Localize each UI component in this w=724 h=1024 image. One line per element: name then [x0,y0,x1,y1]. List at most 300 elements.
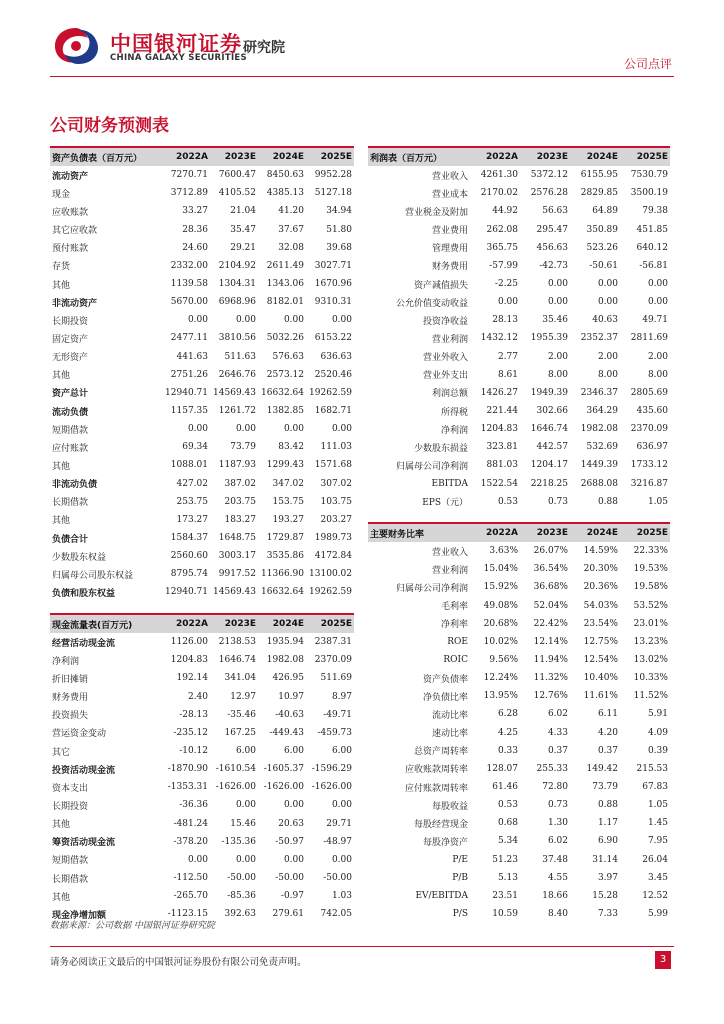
cell-value: 8.97 [331,691,352,702]
cell-value: 1729.87 [266,533,304,544]
table-row [368,578,670,596]
cell-value: 0.37 [547,745,568,756]
cell-value: 0.68 [497,818,518,829]
income-statement-table [368,146,670,511]
table-row [368,184,670,202]
cell-value: 7.33 [597,909,618,920]
cell-value: 2387.31 [314,637,352,648]
cell-value: 3003.17 [218,551,256,562]
cell-value: 0.88 [597,496,618,507]
cell-value: 6.00 [283,746,304,757]
row-label: EPS（元） [422,498,468,509]
table-row [368,420,670,438]
cell-value: -50.00 [275,873,304,884]
cell-value: -235.12 [173,727,208,738]
table-row [368,832,670,850]
cell-value: 7.95 [647,836,668,847]
row-label: 营业收入 [431,547,468,558]
cell-value: 2104.92 [218,260,256,271]
cell-value: -50.97 [275,836,304,847]
cell-value: 1204.17 [530,460,568,471]
table-row [368,796,670,814]
cell-value: 18.66 [542,890,568,901]
cell-value: 15.04% [483,564,518,575]
cell-value: 56.63 [542,206,568,217]
table-row [50,166,354,184]
cell-value: 20.36% [583,582,618,593]
row-label: 财务费用 [52,693,89,704]
cell-value: 14.59% [583,546,618,557]
cell-value: 64.89 [592,206,618,217]
row-label: 归属母公司股东权益 [52,570,134,581]
cell-value: 22.42% [533,618,568,629]
cell-value: 41.20 [278,206,304,217]
disclaimer-text: 请务必阅读正文最后的中国银河证券股份有限公司免责声明。 [50,957,307,968]
cell-value: 6153.22 [314,333,352,344]
row-label: 长期投资 [52,316,89,327]
row-label: 净利润 [52,656,80,667]
cell-value: 10.33% [633,673,668,684]
cell-value: 15.28 [592,890,618,901]
cell-value: 12.76% [533,691,568,702]
cell-value: -28.13 [179,709,208,720]
row-label: 折旧摊销 [52,674,89,685]
table-row [50,869,354,887]
cell-value: 456.63 [536,242,568,253]
cell-value: 1733.12 [630,460,668,471]
table-row [368,366,670,384]
row-label: 资本支出 [52,783,89,794]
cell-value: 6968.96 [218,297,256,308]
cell-value: 12.54% [583,655,618,666]
cell-value: 2370.09 [630,424,668,435]
row-label: ROE [447,636,468,647]
cell-value: 12.97 [230,691,256,702]
cell-value: 15.46 [230,818,256,829]
row-label: 管理费用 [431,244,468,255]
table-row [50,420,354,438]
cell-value: 21.04 [230,206,256,217]
cell-value: 7270.71 [170,170,208,181]
cell-value: 20.68% [483,618,518,629]
cell-value: 12940.71 [165,387,208,398]
cell-value: 532.69 [586,442,618,453]
cell-value: 35.46 [542,315,568,326]
cell-value: 0.00 [597,297,618,308]
cell-value: 26.07% [533,546,568,557]
cell-value: 53.52% [633,600,668,611]
cell-value: 103.75 [320,496,352,507]
table-row [368,311,670,329]
row-label: 流动资产 [52,171,89,182]
footer-divider [50,946,674,947]
table-row [50,184,354,202]
row-label: 总资产周转率 [413,747,468,758]
row-label: 营业税金及附加 [404,207,468,218]
table-title-header: 利润表（百万元） [368,147,470,166]
cell-value: 2.77 [497,351,518,362]
cell-value: -1353.31 [167,782,208,793]
cell-value: 215.53 [636,763,668,774]
balance-sheet-table [50,146,354,602]
cell-value: 24.60 [182,242,208,253]
cell-value: 0.00 [187,315,208,326]
cell-value: -1626.00 [263,782,304,793]
cell-value: 0.00 [331,800,352,811]
cell-value: 8.00 [597,369,618,380]
cell-value: 10.97 [278,691,304,702]
table-row [50,887,354,905]
row-label: 负债合计 [52,534,89,545]
cell-value: -10.12 [179,746,208,757]
cell-value: 5.91 [647,709,668,720]
cell-value: 0.53 [497,800,518,811]
table-title-header: 主要财务比率 [368,523,470,542]
cell-value: -459.73 [317,727,352,738]
row-label: 资产总计 [52,389,89,400]
cell-value: 0.00 [235,800,256,811]
row-label: 其他 [52,820,71,831]
row-label: 净利润 [440,425,468,436]
cell-value: 6.90 [597,836,618,847]
table-row [50,583,354,601]
cell-value: -0.97 [280,891,304,902]
cell-value: 0.39 [647,745,668,756]
cell-value: 51.23 [492,854,518,865]
cell-value: 14569.43 [213,387,256,398]
table-row [368,724,670,742]
row-label: 资产减值损失 [413,280,468,291]
cell-value: 9917.52 [218,569,256,580]
cell-value: 72.80 [542,782,568,793]
row-label: 其他 [52,280,71,291]
cell-value: 5127.18 [314,188,352,199]
cell-value: 1088.01 [170,460,208,471]
cell-value: 295.47 [536,224,568,235]
cell-value: 10.40% [583,673,618,684]
table-row [368,560,670,578]
cell-value: 11.52% [633,691,668,702]
cell-value: 347.02 [272,478,304,489]
table-row [50,293,354,311]
cell-value: 1343.06 [266,279,304,290]
row-label: 所得税 [440,407,468,418]
table-row [50,565,354,583]
cell-value: 7530.79 [630,170,668,181]
cell-value: 2520.46 [314,369,352,380]
row-label: 少数股东权益 [52,552,107,563]
cell-value: 49.08% [483,600,518,611]
cell-value: 9.56% [489,655,518,666]
cell-value: 0.00 [547,279,568,290]
row-label: 公允价值变动收益 [395,298,468,309]
row-label: 预付账款 [52,244,89,255]
cell-value: 35.47 [230,224,256,235]
document-type: 公司点评 [623,57,672,71]
cell-value: 2138.53 [218,637,256,648]
cell-value: 0.37 [597,745,618,756]
column-header: 2023E [210,147,258,166]
cell-value: 29.21 [230,242,256,253]
row-label: 非流动负债 [52,480,98,491]
column-header: 2024E [258,614,306,633]
cell-value: 1949.39 [530,387,568,398]
cell-value: 1.17 [597,818,618,829]
cell-value: 365.75 [486,242,518,253]
row-label: 长期投资 [52,801,89,812]
cell-value: 33.27 [182,206,208,217]
row-label: 现金净增加额 [52,910,107,921]
cell-value: 51.80 [326,224,352,235]
cash-flow-table [50,613,354,923]
cell-value: 0.00 [283,800,304,811]
cell-value: 350.89 [586,224,618,235]
table-row [368,257,670,275]
table-row [50,633,354,651]
cell-value: 307.02 [320,478,352,489]
cell-value: 8.00 [547,369,568,380]
cell-value: 13.95% [483,691,518,702]
row-label: 存货 [52,262,71,273]
cell-value: -57.99 [489,260,518,271]
table-row [50,688,354,706]
cell-value: 742.05 [320,909,352,920]
cell-value: -1626.00 [215,782,256,793]
cell-value: 640.12 [636,242,668,253]
cell-value: -48.97 [323,836,352,847]
table-row [50,815,354,833]
table-row [50,529,354,547]
column-header: 2022A [162,614,210,633]
cell-value: 636.97 [636,442,668,453]
cell-value: 441.63 [176,351,208,362]
cell-value: 3.63% [489,546,518,557]
cell-value: 0.00 [235,315,256,326]
cell-value: 12940.71 [165,587,208,598]
row-label: 营业外收入 [422,353,468,364]
cell-value: 1299.43 [266,460,304,471]
cell-value: -449.43 [269,727,304,738]
cell-value: 426.95 [272,673,304,684]
cell-value: 1432.12 [480,333,518,344]
table-row [368,687,670,705]
cell-value: 19.58% [633,582,668,593]
row-label: EBITDA [431,478,468,489]
cell-value: 1.45 [647,818,668,829]
table-row [50,724,354,742]
cell-value: 2829.85 [580,188,618,199]
cell-value: 2688.08 [580,478,618,489]
cell-value: 36.54% [533,564,568,575]
cell-value: 435.60 [636,406,668,417]
cell-value: 2.00 [597,351,618,362]
cell-value: 11.94% [533,655,568,666]
row-label: 投资损失 [52,711,89,722]
cell-value: 9952.28 [314,170,352,181]
row-label: 每股经营现金 [413,819,468,830]
cell-value: 1670.96 [314,279,352,290]
row-label: 现金 [52,189,71,200]
cell-value: 3712.89 [170,188,208,199]
column-header: 2024E [570,523,620,542]
cell-value: 16632.64 [261,387,304,398]
row-label: 净负债比率 [422,692,468,703]
table-row [50,547,354,565]
table-row [368,438,670,456]
table-row [368,887,670,905]
cell-value: -135.36 [221,836,256,847]
cell-value: 2346.37 [580,387,618,398]
cell-value: 28.36 [182,224,208,235]
cell-value: 2.40 [187,691,208,702]
cell-value: 11.32% [533,673,568,684]
cell-value: 183.27 [224,514,256,525]
cell-value: 364.29 [586,406,618,417]
cell-value: 341.04 [224,673,256,684]
cell-value: 3027.71 [314,260,352,271]
cell-value: 83.42 [278,442,304,453]
row-label: ROIC [443,655,468,666]
page-number: 3 [655,951,671,969]
table-row [50,511,354,529]
cell-value: -42.73 [539,260,568,271]
table-row [368,329,670,347]
cell-value: 427.02 [176,478,208,489]
cell-value: 10.02% [483,636,518,647]
cell-value: 79.38 [642,206,668,217]
table-row [50,706,354,724]
column-header: 2023E [520,523,570,542]
row-label: 固定资产 [52,334,89,345]
cell-value: 54.03% [583,600,618,611]
cell-value: 13.02% [633,655,668,666]
cell-value: 1204.83 [480,424,518,435]
table-row [50,833,354,851]
page-title: 公司财务预测表 [50,116,169,136]
column-header: 2022A [470,147,520,166]
cell-value: 1989.73 [314,533,352,544]
cell-value: 12.75% [583,636,618,647]
table-row [368,705,670,723]
table-row [50,742,354,760]
cell-value: 1646.74 [530,424,568,435]
cell-value: 2646.76 [218,369,256,380]
cell-value: 5.34 [497,836,518,847]
table-row [50,311,354,329]
cell-value: 255.33 [536,763,568,774]
cell-value: 451.85 [636,224,668,235]
cell-value: -1123.15 [167,909,208,920]
cell-value: 10.59 [492,909,518,920]
cell-value: 5670.00 [170,297,208,308]
cell-value: 0.73 [547,496,568,507]
row-label: 应收账款 [52,207,89,218]
cell-value: 4.20 [597,727,618,738]
cell-value: -265.70 [173,891,208,902]
table-row [50,202,354,220]
cell-value: 7600.47 [218,170,256,181]
cell-value: 6.28 [497,709,518,720]
cell-value: 1955.39 [530,333,568,344]
cell-value: 2.00 [647,351,668,362]
cell-value: 1426.27 [480,387,518,398]
cell-value: 0.33 [497,745,518,756]
cell-value: 11.61% [583,691,618,702]
table-header-row [50,614,354,633]
table-row [50,221,354,239]
cell-value: 0.73 [547,800,568,811]
cell-value: 20.30% [583,564,618,575]
cell-value: 576.63 [272,351,304,362]
cell-value: -378.20 [173,836,208,847]
cell-value: 0.00 [283,854,304,865]
table-row [368,384,670,402]
cell-value: 4261.30 [480,170,518,181]
cell-value: 4172.84 [314,551,352,562]
table-header-row [50,147,354,166]
cell-value: 16632.64 [261,587,304,598]
cell-value: 15.92% [483,582,518,593]
cell-value: 73.79 [592,782,618,793]
cell-value: 34.94 [326,206,352,217]
cell-value: -1626.00 [311,782,352,793]
cell-value: 0.00 [597,279,618,290]
cell-value: 8.61 [497,369,518,380]
table-row [50,651,354,669]
cell-value: 44.92 [492,206,518,217]
cell-value: 203.75 [224,496,256,507]
cell-value: 0.00 [283,424,304,435]
table-row [368,293,670,311]
row-label: 利润总额 [431,389,468,400]
row-label: 应付账款 [52,443,89,454]
brand-subtitle: 研究院 [243,40,285,56]
cell-value: 0.00 [235,424,256,435]
cell-value: -50.00 [323,873,352,884]
cell-value: 8450.63 [266,170,304,181]
row-label: 归属母公司净利润 [395,461,468,472]
table-row [368,651,670,669]
table-row [50,239,354,257]
cell-value: 36.68% [533,582,568,593]
cell-value: 32.08 [278,242,304,253]
table-row [50,851,354,869]
cell-value: 0.88 [597,800,618,811]
table-row [50,796,354,814]
row-label: 筹资活动现金流 [52,838,116,849]
cell-value: 3.97 [597,872,618,883]
cell-value: 1187.93 [218,460,256,471]
cell-value: -56.81 [639,260,668,271]
cell-value: 1522.54 [480,478,518,489]
table-row [368,905,670,923]
table-row [368,542,670,560]
cell-value: 23.54% [583,618,618,629]
row-label: 其他 [52,371,71,382]
cell-value: -50.00 [227,873,256,884]
cell-value: 19.53% [633,564,668,575]
row-label: 其他 [52,516,71,527]
table-row [50,348,354,366]
cell-value: 40.63 [592,315,618,326]
cell-value: 0.00 [497,297,518,308]
cell-value: 28.13 [492,315,518,326]
cell-value: 1.30 [547,818,568,829]
row-label: 其它 [52,747,71,758]
galaxy-swirl-logo-icon [50,24,102,68]
cell-value: 29.71 [326,818,352,829]
cell-value: 193.27 [272,514,304,525]
